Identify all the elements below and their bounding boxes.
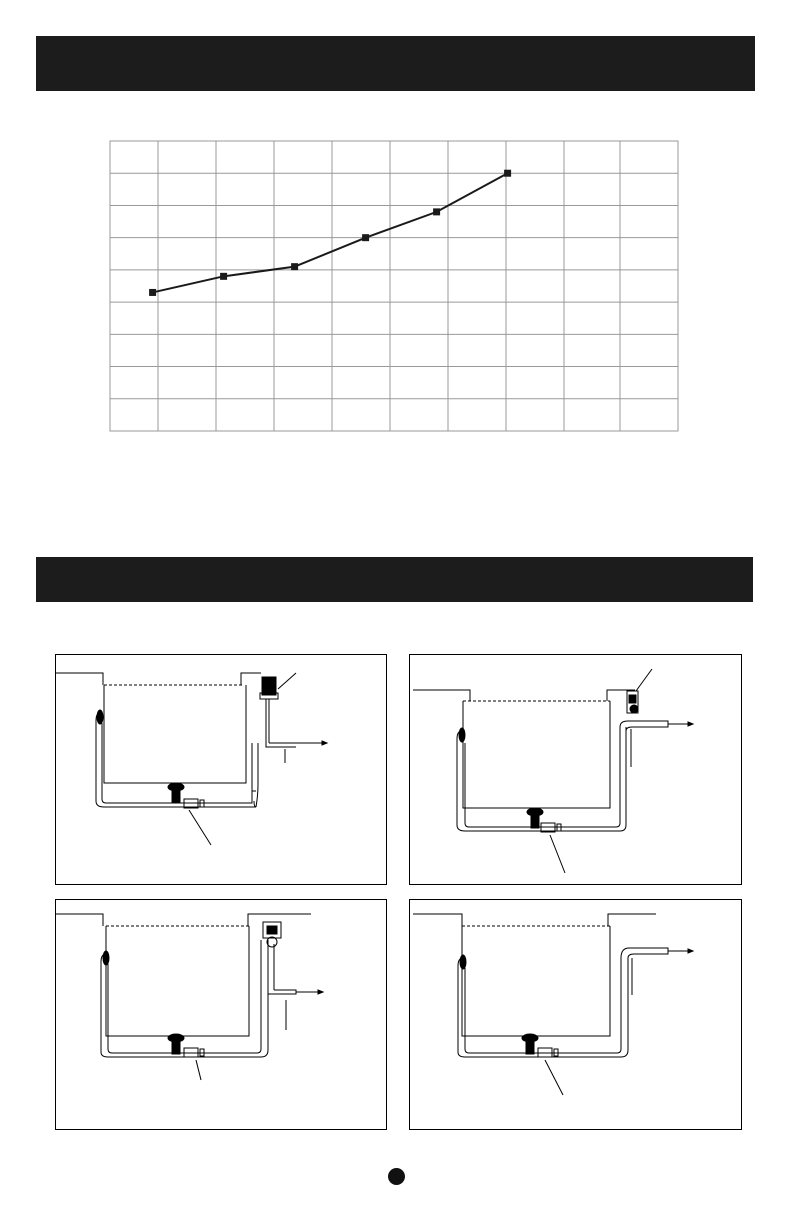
pool-plumbing-drawing — [410, 655, 741, 884]
wall-inlet-icon — [459, 728, 465, 742]
page-number-badge — [388, 1168, 405, 1185]
wall-inlet-icon — [97, 710, 103, 724]
data-point — [149, 289, 156, 296]
pool-plumbing-drawing — [56, 655, 386, 884]
skimmer-icon — [262, 677, 276, 695]
data-point — [291, 263, 298, 270]
pool-plumbing-drawing — [56, 900, 386, 1129]
section-header-bar — [36, 36, 755, 91]
installation-diagram-c — [55, 899, 387, 1130]
wall-inlet-icon — [460, 955, 466, 969]
data-point — [433, 208, 440, 215]
pool-plumbing-drawing — [410, 900, 741, 1129]
line-chart — [109, 140, 679, 432]
installation-diagram-a — [55, 654, 387, 885]
chart-frame — [110, 141, 678, 431]
data-point — [504, 170, 511, 177]
installation-diagram-d — [409, 899, 742, 1130]
data-point — [220, 273, 227, 280]
wall-inlet-icon — [103, 951, 109, 965]
installation-diagram-b — [409, 654, 742, 885]
section-header-bar — [36, 557, 753, 602]
section-title — [36, 557, 753, 585]
section-title — [36, 36, 755, 64]
series-line — [153, 173, 508, 292]
data-point — [362, 234, 369, 241]
